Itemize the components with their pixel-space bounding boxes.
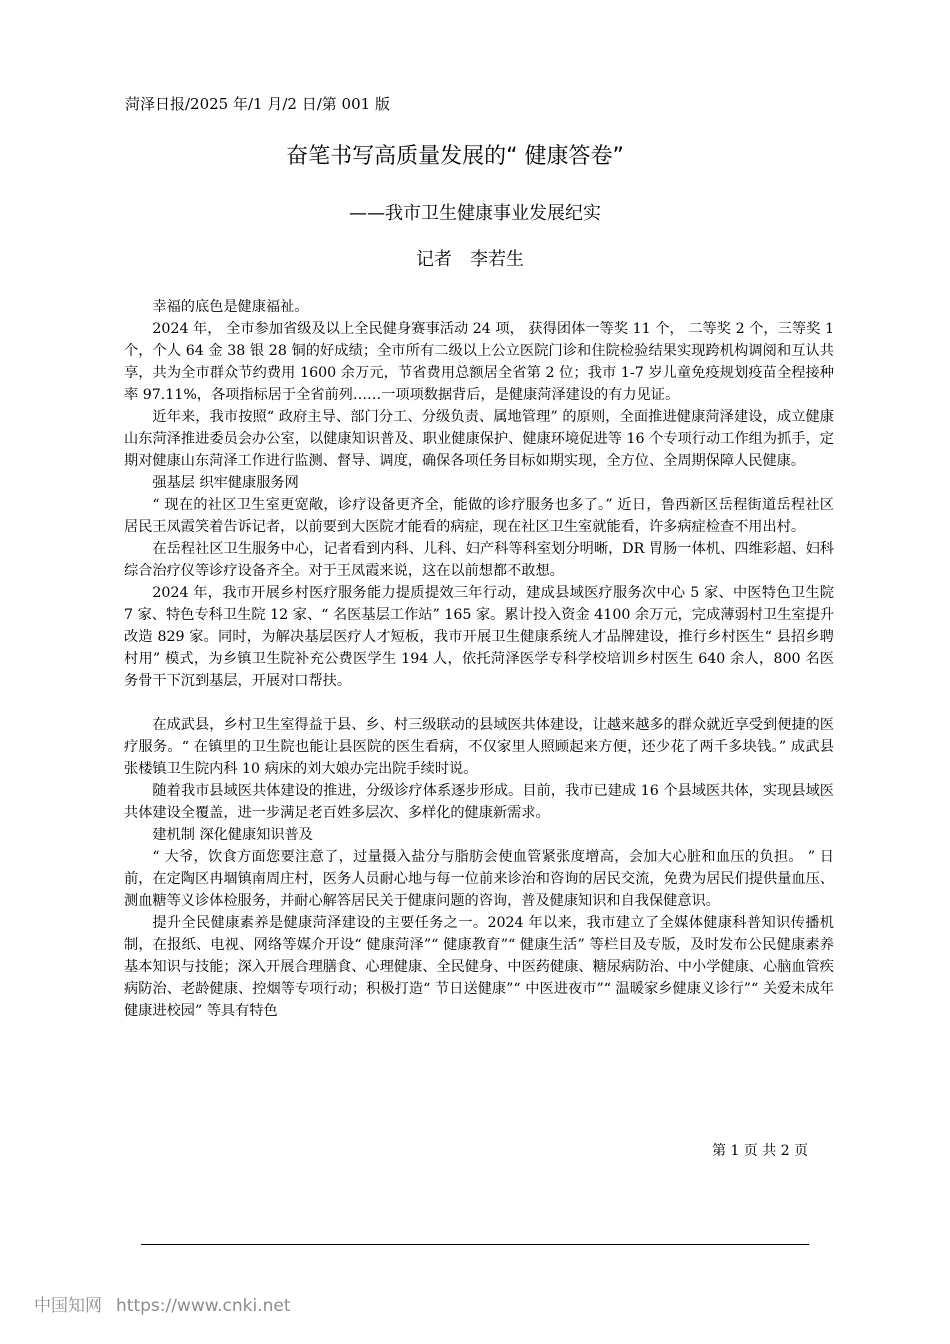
paragraph: 在成武县，乡村卫生室得益于县、乡、村三级联动的县域医共体建设，让越来越多的群众就近享受到便捷的医疗服务。“ 在镇里的卫生院也能让县医院的医生看病，不仅家里人照顾起来方便，还少花了两千多块钱。” 成武县张楼镇卫生院内科 10 病床的刘大娘办完出院手续时说。 [124, 717, 834, 777]
byline: 记者 李若生 [416, 249, 524, 270]
cnki-brand: 中国知网 [34, 1296, 102, 1316]
paragraph: 近年来，我市按照“ 政府主导、部门分工、分级负责、属地管理” 的原则，全面推进健康菏泽建设，成立健康山东菏泽推进委员会办公室，以健康知识普及、职业健康保护、健康环境促进等 16 个专项行动工作组为抓手，定期对健康山东菏泽工作进行监测、督导、调度，确保各项任务目标如期实现，全方位、全周期保障人民健康。 [124, 409, 834, 469]
paragraph: 2024 年， 全市参加省级及以上全民健身赛事活动 24 项， 获得团体一等奖 11 个， 二等奖 2 个，三等奖 1 个，个人 64 金 38 银 28 铜的好成绩；全市所有二级以上公立医院门诊和住院检验结果实现跨机构调阅和互认共享，共为全市群众节约费用 1600 余万元，节省费用总额居全省第 2 位；我市 1-7 岁儿童免疫规划疫苗全程接种率 97.11%，各项指标居于全省前列……一项项数据背后，是健康菏泽建设的有力见证。 [124, 321, 834, 403]
paragraph: “ 大爷，饮食方面您要注意了，过量摄入盐分与脂肪会使血管紧张度增高，会加大心脏和血压的负担。 ” 日前，在定陶区冉堌镇南周庄村，医务人员耐心地与每一位前来诊治和咨询的居民交流，免费为居民们提供量血压、测血糖等义诊体检服务，并耐心解答居民关于健康问题的咨询，普及健康知识和自我保健意识。 [124, 849, 834, 909]
article-title: 奋笔书写高质量发展的“ 健康答卷” [286, 144, 624, 169]
paragraph: 随着我市县域医共体建设的推进，分级诊疗体系逐步形成。目前，我市已建成 16 个县域医共体，实现县域医共体建设全覆盖，进一步满足老百姓多层次、多样化的健康新需求。 [124, 783, 834, 821]
article-subtitle: ——我市卫生健康事业发展纪实 [349, 203, 601, 224]
page-indicator: 第 1 页 共 2 页 [712, 1143, 809, 1159]
paragraph-gap [124, 692, 834, 714]
paragraph: “ 现在的社区卫生室更宽敞，诊疗设备更齐全，能做的诊疗服务也多了。” 近日，鲁西新区岳程街道岳程社区居民王凤霞笑着告诉记者，以前要到大医院才能看的病症，现在社区卫生室就能看，许多病症检查不用出村。 [124, 497, 834, 535]
source-line: 菏泽日报/2025 年/1 月/2 日/第 001 版 [125, 95, 390, 113]
cnki-url: https://www.cnki.net [116, 1296, 291, 1316]
paragraph: 2024 年，我市开展乡村医疗服务能力提质提效三年行动，建成县域医疗服务次中心 5 家、中医特色卫生院 7 家、特色专科卫生院 12 家、“ 名医基层工作站” 165 家。累计投入资金 4100 余万元，完成薄弱村卫生室提升改造 829 家。同时，为解决基层医疗人才短板，我市开展卫生健康系统人才品牌建设，推行乡村医生“ 县招乡聘村用” 模式，为乡镇卫生院补充公费医学生 194 人，依托菏泽医学专科学校培训乡村医生 640 余人，800 名医务骨干下沉到基层，开展对口帮扶。 [124, 585, 834, 689]
paragraph: 在岳程社区卫生服务中心，记者看到内科、儿科、妇产科等科室划分明晰，DR 胃肠一体机、四维彩超、妇科综合治疗仪等诊疗设备齐全。对于王凤霞来说，这在以前想都不敢想。 [124, 541, 834, 579]
section-heading: 强基层 织牢健康服务网 [152, 475, 299, 491]
article-body [124, 296, 834, 1022]
paragraph: 幸福的底色是健康福祉。 [152, 299, 309, 315]
section-heading: 建机制 深化健康知识普及 [152, 827, 313, 843]
cnki-watermark [34, 1294, 290, 1318]
footer-divider [141, 1244, 809, 1245]
paragraph: 提升全民健康素养是健康菏泽建设的主要任务之一。2024 年以来，我市建立了全媒体健康科普知识传播机制，在报纸、电视、网络等媒介开设“ 健康菏泽”“ 健康教育”“ 健康生活” 等栏目及专版，及时发布公民健康素养基本知识与技能；深入开展合理膳食、心理健康、全民健身、中医药健康、糖尿病防治、中小学健康、心脑血管疾病防治、老龄健康、控烟等专项行动；积极打造“ 节日送健康”“ 中医进夜市”“ 温暖家乡健康义诊行”“ 关爱未成年健康进校园” 等具有特色 [124, 915, 834, 1019]
